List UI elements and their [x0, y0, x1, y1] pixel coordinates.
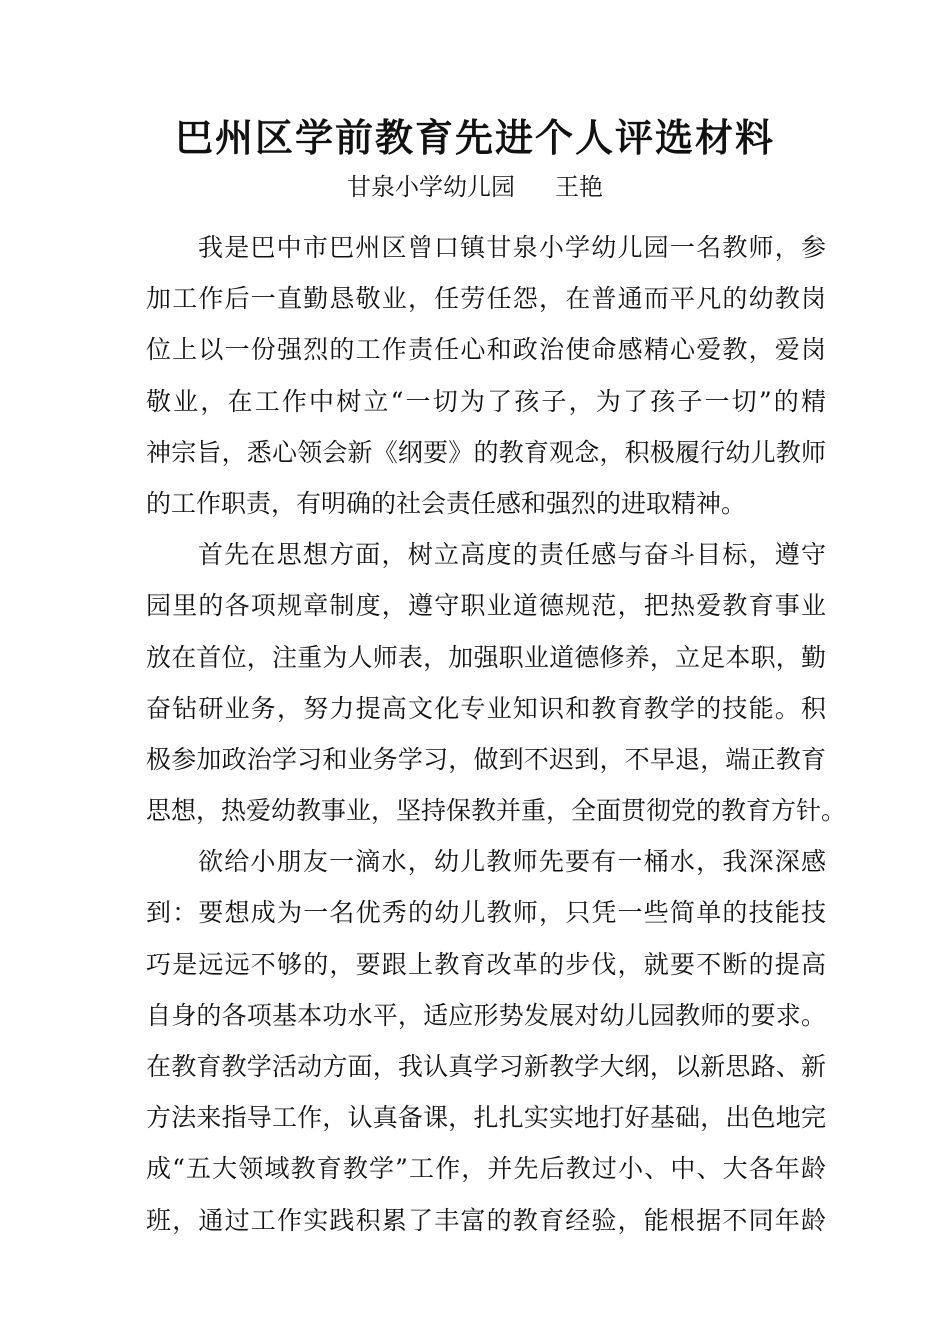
author-name: 王艳 — [555, 173, 603, 201]
text-line: 思想，热爱幼教事业，坚持保教并重，全面贯彻党的教育方针。 — [146, 796, 847, 826]
text-line: 敬业，在工作中树立“一切为了孩子，为了孩子一切”的精 — [146, 386, 826, 416]
text-line: 的工作职责，有明确的社会责任感和强烈的进取精神。 — [146, 488, 747, 518]
text-line: 位上以一份强烈的工作责任心和政治使命感精心爱教，爱岗 — [146, 335, 826, 365]
text-line: 我是巴中市巴州区曾口镇甘泉小学幼儿园一名教师，参 — [198, 233, 826, 262]
text-line: 首先在思想方面，树立高度的责任感与奋斗目标，遵守 — [198, 540, 826, 570]
text-line: 巧是远远不够的，要跟上教育改革的步伐，就要不断的提高 — [146, 949, 826, 979]
text-line: 奋钻研业务，努力提高文化专业知识和教育教学的技能。积 — [146, 693, 826, 723]
text-line: 自身的各项基本功水平，适应形势发展对幼儿园教师的要求。 — [146, 1000, 826, 1030]
text-line: 到：要想成为一名优秀的幼儿教师，只凭一些简单的技能技 — [146, 898, 826, 928]
document-body — [146, 222, 847, 1246]
document-title: 巴州区学前教育先进个人评选材料 — [174, 115, 775, 160]
text-line: 方法来指导工作，认真备课，扎扎实实地打好基础，出色地完 — [146, 1103, 826, 1133]
text-line: 欲给小朋友一滴水，幼儿教师先要有一桶水，我深深感 — [198, 847, 826, 877]
text-line: 班，通过工作实践积累了丰富的教育经验，能根据不同年龄 — [146, 1205, 826, 1235]
text-line: 极参加政治学习和业务学习，做到不迟到，不早退，端正教育 — [146, 744, 826, 774]
text-line: 放在首位，注重为人师表，加强职业道德修养，立足本职，勤 — [146, 642, 826, 672]
text-line: 加工作后一直勤恳敬业，任劳任怨，在普通而平凡的幼教岗 — [146, 284, 826, 314]
author-organization: 甘泉小学幼儿园 — [347, 173, 515, 201]
text-line: 成“五大领域教育教学”工作，并先后教过小、中、大各年龄 — [146, 1154, 826, 1184]
text-line: 在教育教学活动方面，我认真学习新教学大纲，以新思路、新 — [146, 1052, 826, 1081]
author-byline — [0, 170, 950, 204]
text-line: 神宗旨，悉心领会新《纲要》的教育观念，积极履行幼儿教师 — [146, 437, 826, 467]
text-line: 园里的各项规章制度，遵守职业道德规范，把热爱教育事业 — [146, 591, 826, 621]
